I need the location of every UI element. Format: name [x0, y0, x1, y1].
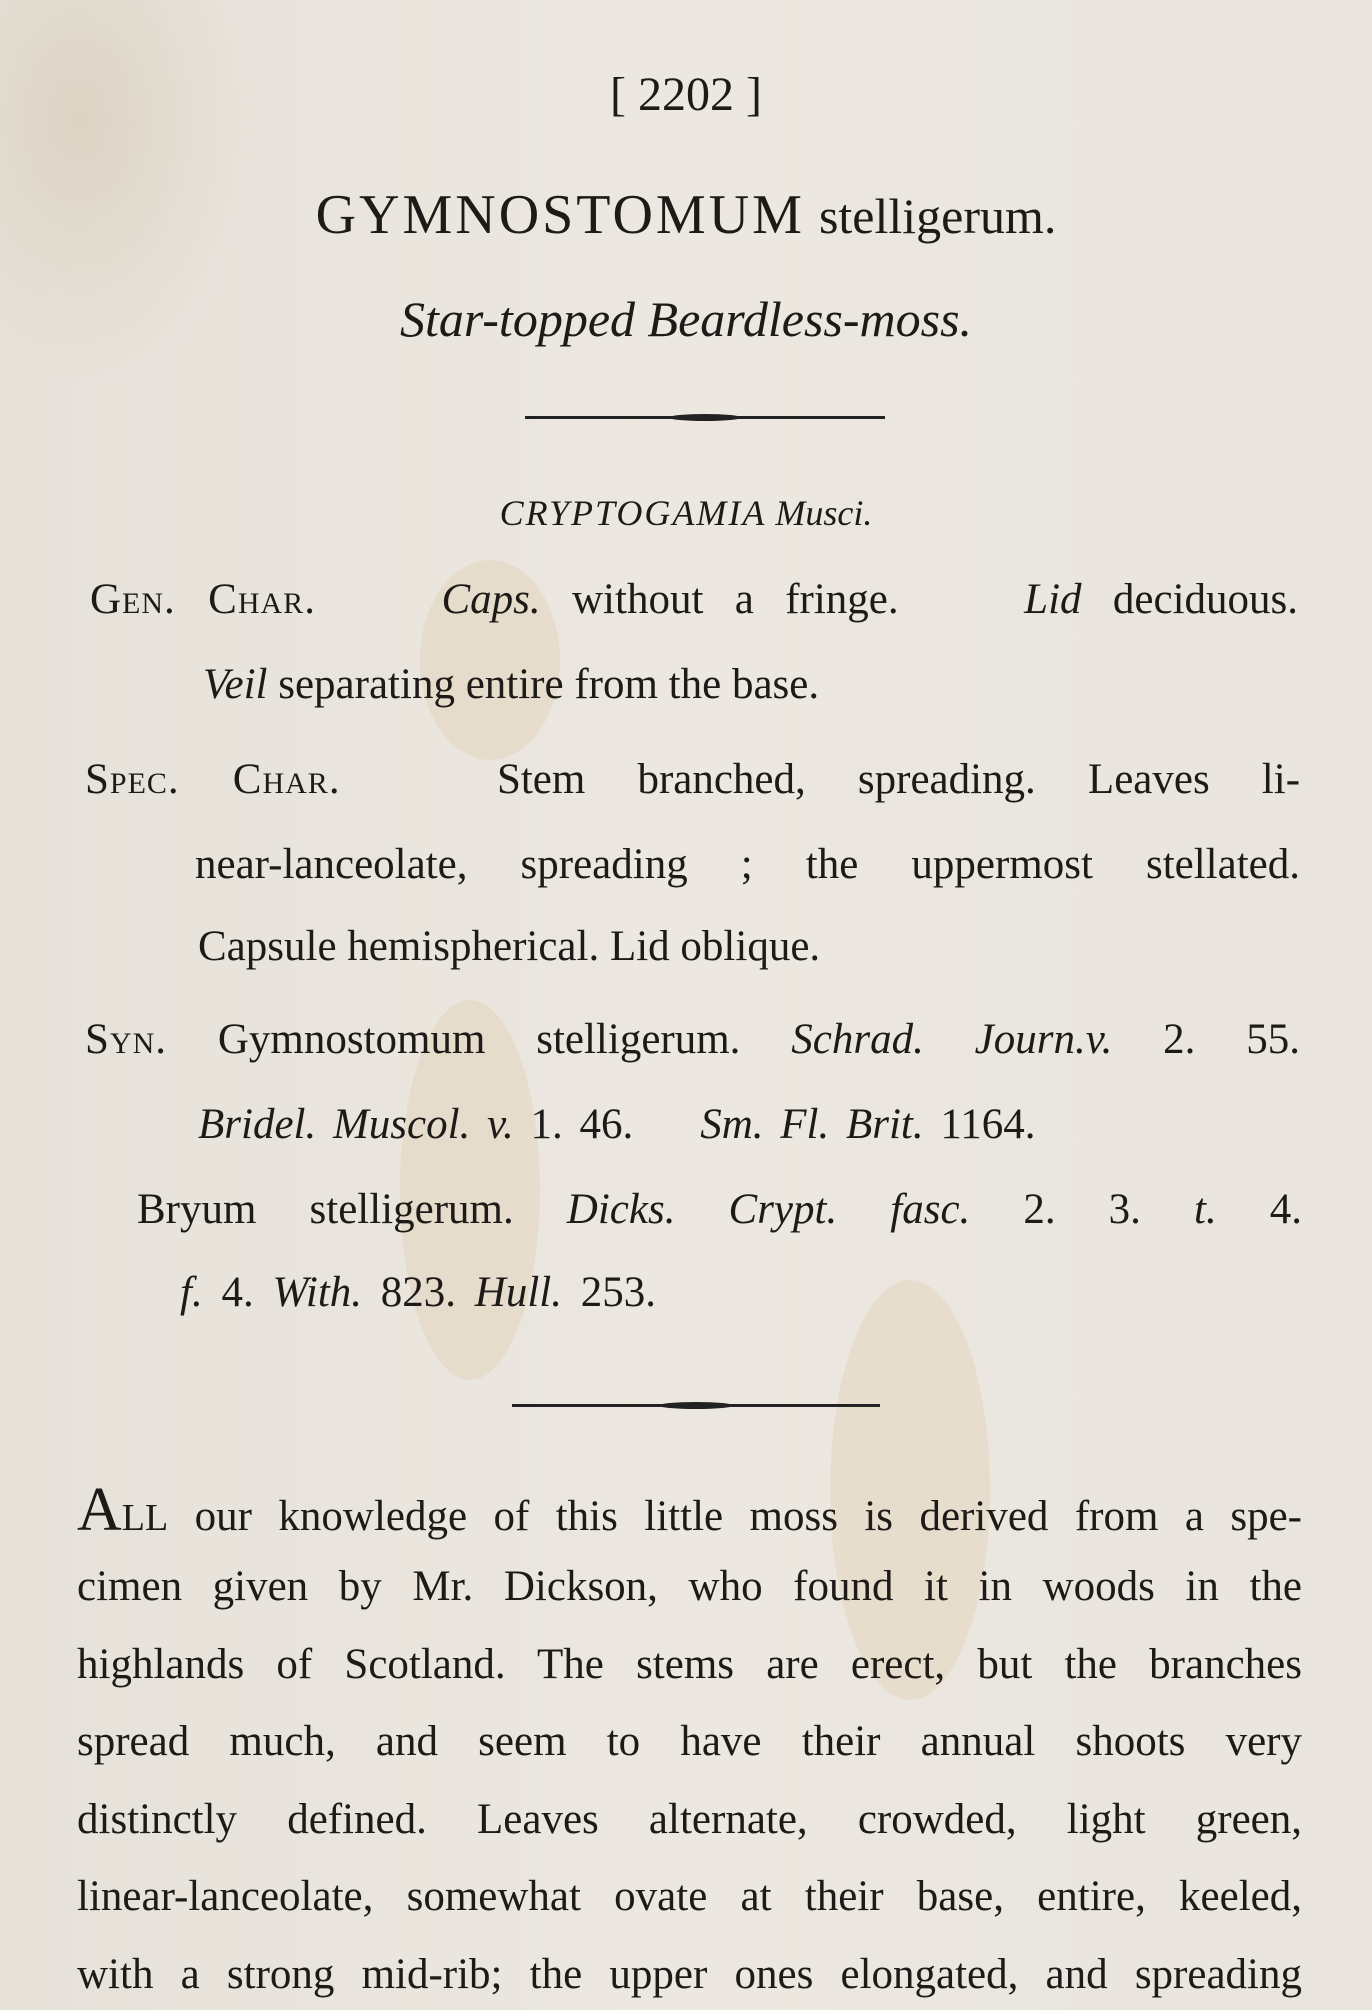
text: 823. — [362, 1269, 475, 1316]
text: 2. 3. — [970, 1186, 1194, 1233]
spec-char-label: Spec. Char. — [85, 756, 341, 803]
text: 253. — [562, 1269, 656, 1316]
body-line-6: linear-lanceolate, somewhat ovate at their base, entire, keeled, — [77, 1873, 1302, 1920]
body-line-1 — [77, 1476, 1302, 1544]
body-line-3: highlands of Scotland. The stems are erect, but the branches — [77, 1641, 1302, 1688]
gen-char-label: Gen. Char. — [90, 576, 316, 623]
classification — [0, 488, 1372, 538]
text: 1164. — [923, 1101, 1036, 1148]
text-italic: Lid — [1024, 576, 1082, 623]
syn-line-4 — [180, 1268, 656, 1318]
genus-name: GYMNOSTOMUM — [315, 184, 805, 246]
text-italic: Hull. — [474, 1269, 562, 1316]
text: 4. — [1216, 1186, 1303, 1233]
small-caps: LL — [121, 1497, 169, 1539]
text: deciduous. — [1081, 576, 1299, 623]
text: 2. 55. — [1112, 1016, 1300, 1063]
syn-line-2 — [198, 1100, 1036, 1150]
text: 1. 46. — [513, 1101, 701, 1148]
text: 4. — [202, 1269, 273, 1316]
gen-char-line-2 — [203, 660, 819, 710]
text: our knowledge of this little moss is derived from a spe- — [168, 1493, 1302, 1540]
text: separating entire from the base. — [267, 661, 820, 708]
text: Bryum stelligerum. — [137, 1186, 567, 1233]
text-italic: Caps. — [441, 576, 541, 623]
text-italic: f. — [180, 1269, 203, 1316]
species-name: stelligerum. — [818, 188, 1057, 244]
gen-char-line-1 — [90, 575, 1298, 625]
text-italic: Veil — [203, 661, 268, 708]
body-line-7: with a strong mid-rib; the upper ones elongated, and spreading — [77, 1951, 1302, 1998]
common-name: Star-topped Beardless-moss. — [399, 291, 973, 347]
page-title — [0, 184, 1372, 246]
syn-line-1 — [85, 1015, 1300, 1065]
divider-rule — [525, 416, 885, 419]
spec-char-line-3: Capsule hemispherical. Lid oblique. — [198, 923, 821, 970]
text-italic: t. — [1194, 1186, 1217, 1233]
text: Gymnostomum stelligerum. — [167, 1016, 792, 1063]
class-name: CRYPTOGAMIA — [499, 493, 767, 533]
body-line-2: cimen given by Mr. Dickson, who found it in woods in the — [77, 1563, 1302, 1610]
text: without a fringe. — [540, 576, 899, 623]
text-italic: Sm. Fl. Brit. — [700, 1101, 924, 1148]
text-italic: Dicks. Crypt. fasc. — [566, 1186, 971, 1233]
spec-char-line-1 — [85, 755, 1300, 805]
text: Stem branched, spreading. Leaves li- — [496, 756, 1301, 803]
spec-char-line-2: near-lanceolate, spreading ; the uppermost stellated. — [195, 841, 1300, 888]
drop-cap: A — [77, 1476, 122, 1544]
text-italic: Bridel. Muscol. v. — [198, 1101, 514, 1148]
syn-line-3 — [137, 1185, 1302, 1235]
order-name: Musci. — [775, 493, 873, 533]
body-line-5: distinctly defined. Leaves alternate, crowded, light green, — [77, 1796, 1302, 1843]
divider-rule — [512, 1404, 880, 1407]
text-italic: With. — [272, 1269, 363, 1316]
body-line-4: spread much, and seem to have their annual shoots very — [77, 1718, 1302, 1765]
plate-number: [ 2202 ] — [610, 68, 762, 121]
text-italic: Schrad. Journ.v. — [791, 1016, 1113, 1063]
syn-label: Syn. — [85, 1016, 167, 1063]
